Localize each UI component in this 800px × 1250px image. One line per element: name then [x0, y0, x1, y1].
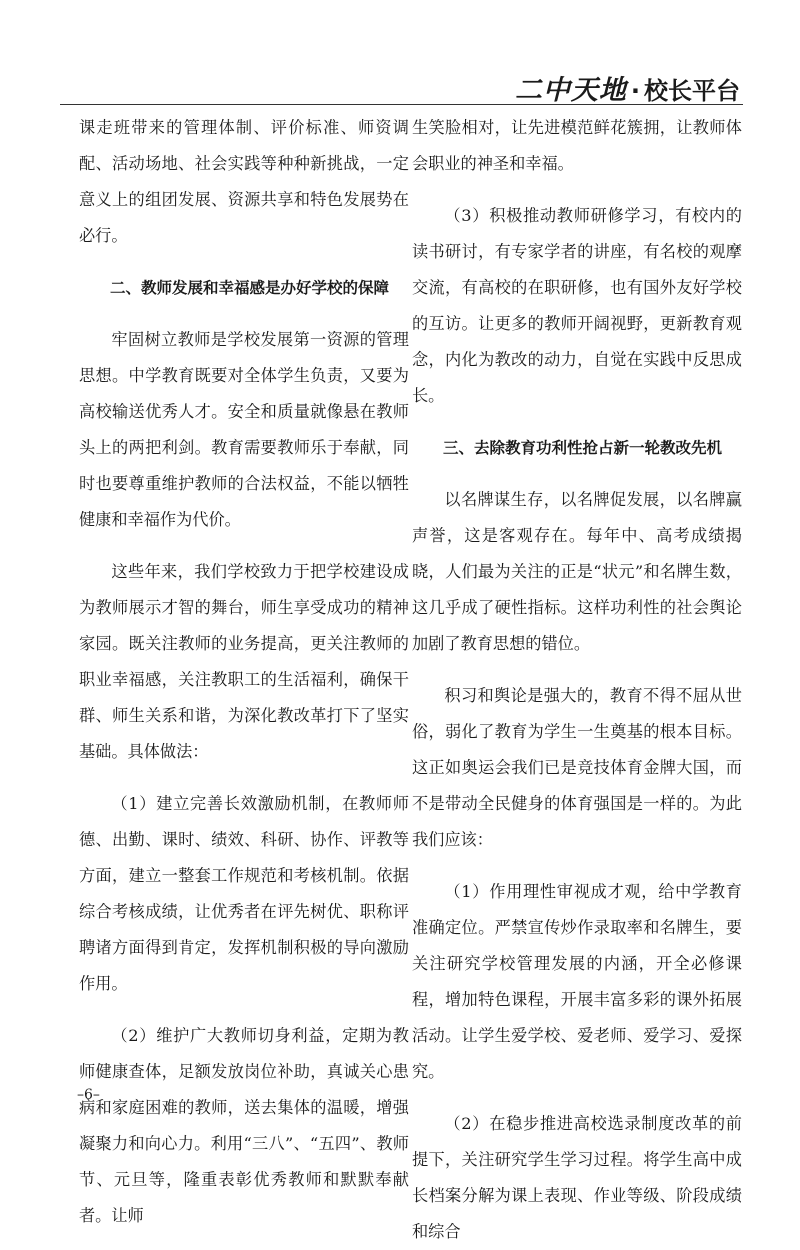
section-heading: 二、教师发展和幸福感是办好学校的保障 [110, 279, 390, 297]
paragraph: （1）建立完善长效激励机制，在教师师德、出勤、课时、绩效、科研、协作、评教等方面，建立一整套工作规范和考核机制。依据综合考核成绩，让优秀者在评先树优、职称评聘诸方面得到肯定，发挥机制积极的导向激励作用。 [79, 794, 409, 993]
paragraph: 以名牌谋生存，以名牌促发展，以名牌赢声誉，这是客观存在。每年中、高考成绩揭晓，人们最为关注的正是“状元”和名牌生数，这几乎成了硬性指标。这样功利性的社会舆论加剧了教育思想的错位。 [412, 490, 742, 653]
paragraph: 这些年来，我们学校致力于把学校建设成为教师展示才智的舞台，师生享受成功的精神家园。既关注教师的业务提高，更关注教师的职业幸福感，关注教职工的生活福利，确保干群、师生关系和谐，为深化教改革打下了坚实基础。具体做法： [79, 562, 409, 761]
paragraph: 课走班带来的管理体制、评价标准、师资调配、活动场地、社会实践等种种新挑战，一定意义上的组团发展、资源共享和特色发展势在必行。 [79, 118, 409, 245]
section-title: 校长平台 [644, 77, 740, 105]
header-rule [60, 104, 743, 105]
section-heading: 三、去除教育功利性抢占新一轮教改先机 [443, 439, 723, 457]
paragraph: （1）作用理性审视成才观，给中学教育准确定位。严禁宣传炒作录取率和名牌生，要关注研究学校管理发展的内涵，开全必修课程，增加特色课程，开展丰富多彩的课外拓展活动。让学生爱学校、爱老师、爱学习、爱探究。 [412, 882, 742, 1081]
journal-brand: 二中天地 [514, 75, 627, 106]
paragraph: 牢固树立教师是学校发展第一资源的管理思想。中学教育既要对全体学生负责，又要为高校输送优秀人才。安全和质量就像悬在教师头上的两把利剑。教育需要教师乐于奉献，同时也要尊重维护教师的合法权益，不能以牺牲健康和幸福作为代价。 [79, 330, 409, 529]
paragraph: （3）积极推动教师研修学习，有校内的读书研讨，有专家学者的讲座，有名校的观摩交流，有高校的在职研修，也有国外友好学校的互访。让更多的教师开阔视野，更新教育观念，内化为教改的动力，自觉在实践中反思成长。 [412, 206, 742, 405]
paragraph: 积习和舆论是强大的，教育不得不屈从世俗，弱化了教育为学生一生奠基的根本目标。这正如奥运会我们已是竞技体育金牌大国，而不是带动全民健身的体育强国是一样的。为此我们应该： [412, 686, 742, 849]
running-header [0, 68, 740, 104]
left-column [79, 110, 409, 1225]
page-number: –6– [77, 1087, 100, 1103]
paragraph: （2）在稳步推进高校选录制度改革的前提下，关注研究学生学习过程。将学生高中成长档案分解为课上表现、作业等级、阶段成绩和综合 [412, 1114, 742, 1241]
right-column [412, 110, 742, 1241]
header-separator: · [630, 77, 640, 105]
paragraph: （2）维护广大教师切身利益，定期为教师健康查体，足额发放岗位补助，真诚关心患病和家庭困难的教师，送去集体的温暖，增强凝聚力和向心力。利用“三八”、“五四”、教师节、元旦等，隆重表彰优秀教师和默默奉献者。让师 [79, 1026, 409, 1225]
paragraph: 生笑脸相对，让先进模范鲜花簇拥，让教师体会职业的神圣和幸福。 [412, 118, 742, 173]
